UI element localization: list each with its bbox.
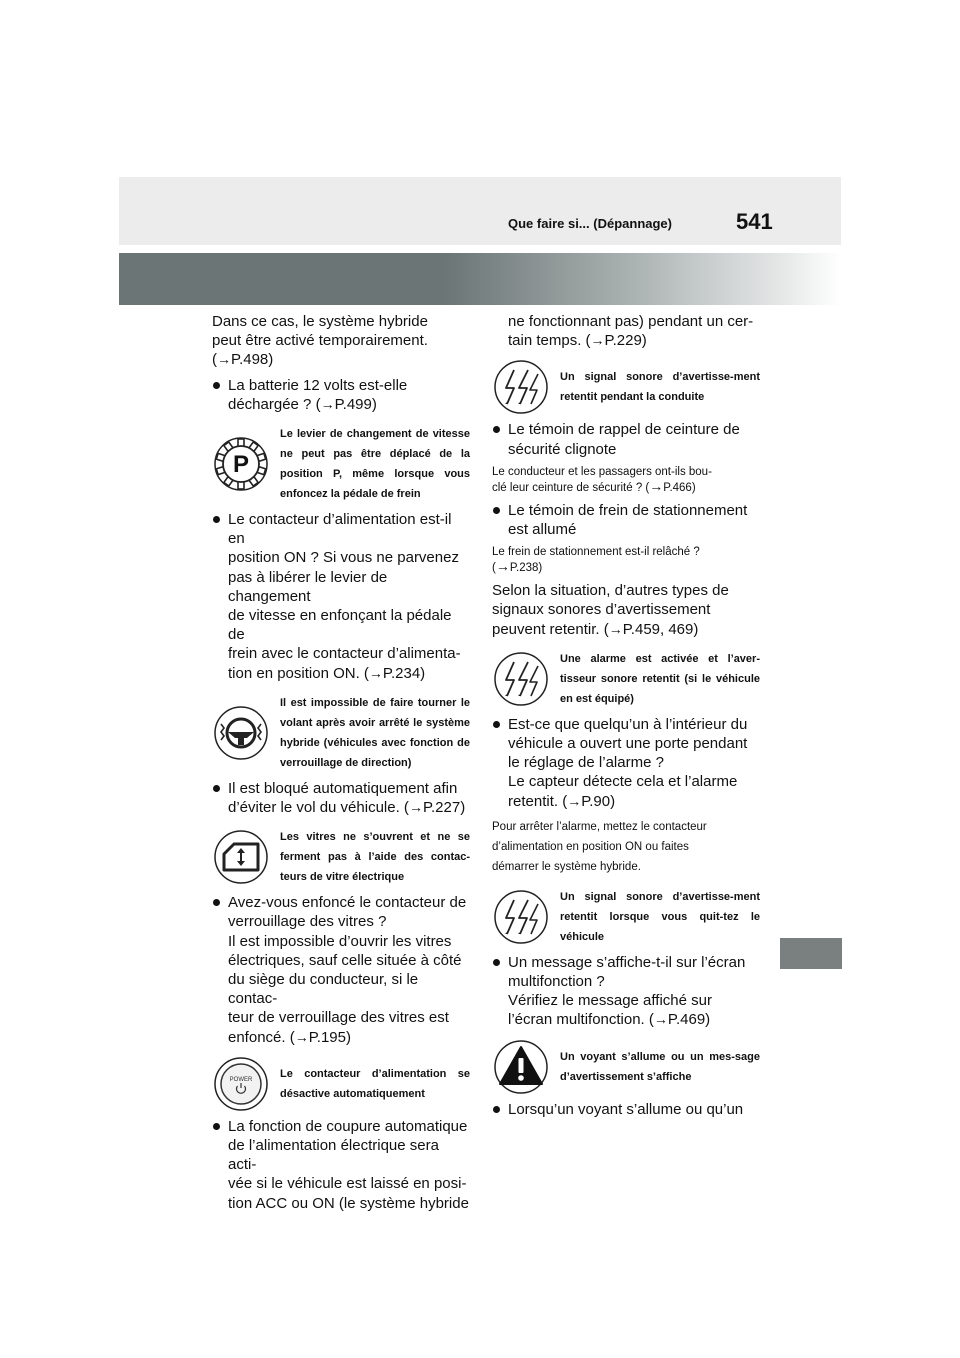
body-text: ne fonctionnant pas) pendant un cer- tain temps. (→P.229) xyxy=(508,313,754,350)
bullet-item xyxy=(492,1100,760,1119)
body-text: Dans ce cas, le système hybride peut être activé temporairement. (→P.498) xyxy=(212,313,428,369)
buzzer-icon xyxy=(494,652,548,706)
page-number: 541 xyxy=(736,209,773,234)
steering-lock-icon xyxy=(214,706,268,760)
symptom-title: Le contacteur d’alimentation se désactive automatiquement xyxy=(280,1067,470,1100)
body-text: Selon la situation, d’autres types de signaux sonores d’avertissement peuvent retentir. (→P.459, 469) xyxy=(492,582,729,638)
symptom-box xyxy=(212,1057,470,1111)
bullet-text: Le contacteur d’alimentation est-il en position ON ? Si vous ne parvenez pas à libérer le levier de changement de vitesse en enfonçant la pédale de frein avec le contacteur d’alimenta- tion en position ON. (→P.234) xyxy=(228,511,461,682)
bullet-text: Le témoin de rappel de ceinture de sécurité clignote xyxy=(508,421,740,458)
bullet-item xyxy=(492,953,760,1030)
bullet-text: Il est bloqué automatiquement afin d’éviter le vol du véhicule. (→P.227) xyxy=(228,779,466,817)
note-text: Le frein de stationnement est-il relâché ? (→P.238) xyxy=(492,546,700,575)
bullet-dot-icon xyxy=(213,1123,220,1130)
power-button-icon xyxy=(214,1057,268,1111)
bullet-text: La fonction de coupure automatique de l’alimentation électrique sera acti- vée si le véhicule est laissé en posi- tion ACC ou ON (le système hybride xyxy=(228,1117,469,1212)
left-column xyxy=(212,312,470,1213)
bullet-item xyxy=(492,501,760,539)
bullet-text: Le témoin de frein de stationnement est allumé xyxy=(508,501,748,539)
bullet-text: Est-ce que quelqu’un à l’intérieur du véhicule a ouvert une porte pendant le réglage de l’alarme ? Le capteur détecte cela et l’alarme retentit. (→P.90) xyxy=(508,715,748,810)
bullet-dot-icon xyxy=(493,426,500,433)
bullet-dot-icon xyxy=(493,959,500,966)
symptom-title: Les vitres ne s’ouvrent et ne se ferment pas à l’aide des contac-teurs de vitre électrique xyxy=(280,831,470,884)
bullet-dot-icon xyxy=(213,785,220,792)
section-title: Que faire si... (Dépannage) xyxy=(508,216,672,231)
symptom-box xyxy=(212,693,470,773)
bullet-item xyxy=(212,510,470,683)
chapter-tab xyxy=(780,938,842,969)
bullet-dot-icon xyxy=(493,507,500,514)
bullet-text: Un message s’affiche-t-il sur l’écran multifonction ? Vérifiez le message affiché sur l’écran multifonction. (→P.469) xyxy=(508,953,746,1029)
symptom-title: Il est impossible de faire tourner le volant après avoir arrêté le système hybride (véhicules avec fonction de verrouillage de direction) xyxy=(280,696,470,769)
bullet-item xyxy=(492,420,760,458)
bullet-text: Lorsqu’un voyant s’allume ou qu’un xyxy=(508,1100,744,1118)
bullet-dot-icon xyxy=(213,382,220,389)
bullet-text: Avez-vous enfoncé le contacteur de verrouillage des vitres ? Il est impossible d’ouvrir les vitres électriques, sauf celle située à côté du siège du conducteur, si le contac- teur de verrouillage des vitres est enfoncé. (→P.195) xyxy=(228,894,467,1046)
bullet-dot-icon xyxy=(493,721,500,728)
bullet-item xyxy=(212,376,470,414)
buzzer-icon xyxy=(494,890,548,944)
header-band xyxy=(119,177,841,245)
symptom-box xyxy=(492,1040,760,1094)
symptom-title: Un voyant s’allume ou un mes-sage d’avertissement s’affiche xyxy=(560,1050,760,1083)
symptom-box xyxy=(212,424,470,504)
warning-triangle-icon xyxy=(494,1040,548,1094)
symptom-title: Un signal sonore d’avertisse-ment retentit pendant la conduite xyxy=(560,371,760,404)
buzzer-icon xyxy=(494,360,548,414)
bullet-dot-icon xyxy=(213,899,220,906)
bullet-text: La batterie 12 volts est-elle déchargée ? (→P.499) xyxy=(228,376,408,413)
svg-text:P: P xyxy=(232,451,250,479)
symptom-title: Le levier de changement de vitesse ne peut pas être déplacé de la position P, même lorsque vous enfoncez la pédale de frein xyxy=(280,428,470,501)
bullet-item xyxy=(212,779,470,817)
bullet-item xyxy=(212,893,470,1047)
symptom-box xyxy=(212,827,470,887)
window-icon xyxy=(214,830,268,884)
symptom-title: Une alarme est activée et l’aver-tisseur sonore retentit (si le véhicule en est équipé) xyxy=(560,652,760,705)
symptom-box xyxy=(492,887,760,947)
note-text: Pour arrêter l’alarme, mettez le contacteur d’alimentation en position ON ou faites démarrer le système hybride. xyxy=(492,820,707,873)
bullet-item xyxy=(492,715,760,811)
park-gear-icon xyxy=(214,437,268,491)
bullet-dot-icon xyxy=(213,516,220,523)
note-text: Le conducteur et les passagers ont-ils bou- clé leur ceinture de sécurité ? (→P.466) xyxy=(492,465,712,494)
symptom-title: Un signal sonore d’avertisse-ment retentit lorsque vous quit-tez le véhicule xyxy=(560,890,760,943)
header-gradient-bar xyxy=(119,253,841,305)
bullet-item xyxy=(212,1117,470,1213)
right-column xyxy=(492,312,760,1119)
svg-text:POWER: POWER xyxy=(229,1076,253,1083)
symptom-box xyxy=(492,649,760,709)
symptom-box xyxy=(492,360,760,414)
bullet-dot-icon xyxy=(493,1106,500,1113)
